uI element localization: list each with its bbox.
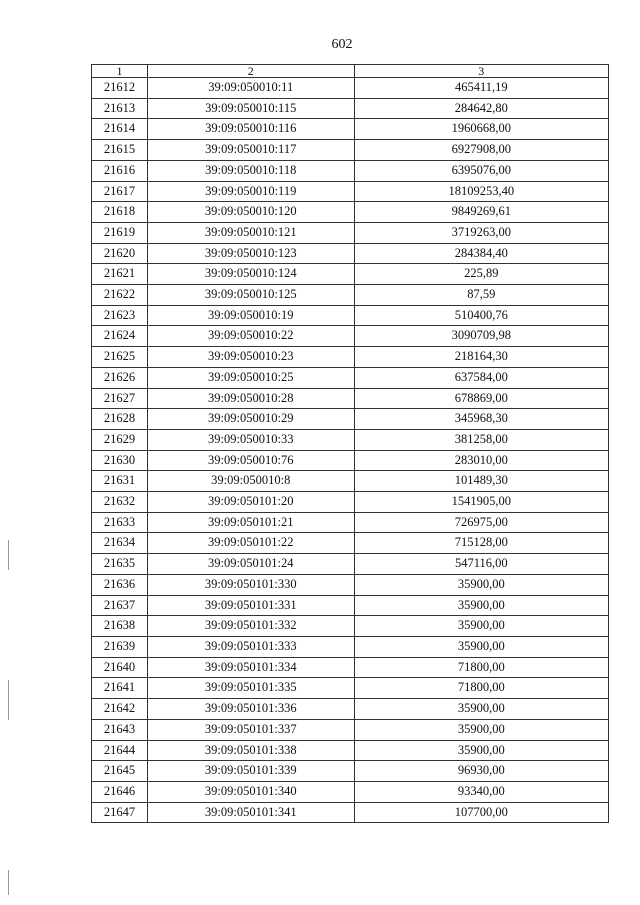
table-row (92, 781, 609, 802)
table-row (92, 657, 609, 678)
scan-margin-mark (8, 870, 9, 895)
table-row (92, 264, 609, 285)
row-number-cell: 21632 (92, 492, 148, 513)
cadastral-value-cell: 3719263,00 (354, 222, 608, 243)
row-number-cell: 21637 (92, 595, 148, 616)
cadastral-number-cell: 39:09:050010:8 (147, 471, 354, 492)
cadastral-number-cell: 39:09:050010:28 (147, 388, 354, 409)
cadastral-value-cell: 726975,00 (354, 512, 608, 533)
row-number-cell: 21646 (92, 781, 148, 802)
cadastral-value-cell: 101489,30 (354, 471, 608, 492)
row-number-cell: 21640 (92, 657, 148, 678)
table-row (92, 740, 609, 761)
cadastral-value-cell: 284642,80 (354, 98, 608, 119)
table-row (92, 450, 609, 471)
cadastral-value-cell: 1960668,00 (354, 119, 608, 140)
table-row (92, 595, 609, 616)
row-number-cell: 21621 (92, 264, 148, 285)
cadastral-number-cell: 39:09:050101:336 (147, 699, 354, 720)
cadastral-number-cell: 39:09:050010:19 (147, 305, 354, 326)
cadastral-number-cell: 39:09:050101:339 (147, 761, 354, 782)
cadastral-number-cell: 39:09:050101:335 (147, 678, 354, 699)
header-col-2: 2 (147, 65, 354, 78)
cadastral-number-cell: 39:09:050010:76 (147, 450, 354, 471)
table-row (92, 492, 609, 513)
cadastral-value-cell: 345968,30 (354, 409, 608, 430)
table-row (92, 222, 609, 243)
cadastral-number-cell: 39:09:050101:338 (147, 740, 354, 761)
cadastral-number-cell: 39:09:050101:24 (147, 554, 354, 575)
cadastral-number-cell: 39:09:050101:337 (147, 719, 354, 740)
row-number-cell: 21616 (92, 160, 148, 181)
cadastral-number-cell: 39:09:050010:121 (147, 222, 354, 243)
row-number-cell: 21638 (92, 616, 148, 637)
table-row (92, 367, 609, 388)
cadastral-value-cell: 284384,40 (354, 243, 608, 264)
table-row (92, 616, 609, 637)
cadastral-value-cell: 71800,00 (354, 678, 608, 699)
header-col-1: 1 (92, 65, 148, 78)
cadastral-value-cell: 18109253,40 (354, 181, 608, 202)
cadastral-number-cell: 39:09:050101:330 (147, 574, 354, 595)
cadastral-number-cell: 39:09:050101:331 (147, 595, 354, 616)
cadastral-value-cell: 9849269,61 (354, 202, 608, 223)
cadastral-value-cell: 381258,00 (354, 429, 608, 450)
cadastral-value-cell: 218164,30 (354, 347, 608, 368)
cadastral-number-cell: 39:09:050101:22 (147, 533, 354, 554)
cadastral-value-cell: 225,89 (354, 264, 608, 285)
cadastral-value-cell: 6395076,00 (354, 160, 608, 181)
cadastral-value-cell: 35900,00 (354, 636, 608, 657)
scan-margin-mark (8, 680, 9, 720)
table-row (92, 554, 609, 575)
table-row (92, 471, 609, 492)
row-number-cell: 21635 (92, 554, 148, 575)
row-number-cell: 21636 (92, 574, 148, 595)
cadastral-value-cell: 35900,00 (354, 740, 608, 761)
table-row (92, 719, 609, 740)
table-row (92, 78, 609, 99)
row-number-cell: 21619 (92, 222, 148, 243)
row-number-cell: 21612 (92, 78, 148, 99)
table-row (92, 636, 609, 657)
cadastral-value-cell: 35900,00 (354, 595, 608, 616)
cadastral-number-cell: 39:09:050101:334 (147, 657, 354, 678)
cadastral-number-cell: 39:09:050101:341 (147, 802, 354, 823)
row-number-cell: 21634 (92, 533, 148, 554)
cadastral-value-cell: 35900,00 (354, 574, 608, 595)
cadastral-number-cell: 39:09:050010:119 (147, 181, 354, 202)
cadastral-number-cell: 39:09:050101:340 (147, 781, 354, 802)
table-row (92, 140, 609, 161)
table-row (92, 802, 609, 823)
cadastral-value-table (91, 64, 609, 823)
cadastral-number-cell: 39:09:050101:21 (147, 512, 354, 533)
cadastral-value-cell: 71800,00 (354, 657, 608, 678)
table-row (92, 409, 609, 430)
table-row (92, 574, 609, 595)
cadastral-value-cell: 35900,00 (354, 616, 608, 637)
cadastral-number-cell: 39:09:050010:25 (147, 367, 354, 388)
cadastral-number-cell: 39:09:050010:22 (147, 326, 354, 347)
cadastral-number-cell: 39:09:050101:332 (147, 616, 354, 637)
page-number: 602 (331, 37, 353, 52)
row-number-cell: 21623 (92, 305, 148, 326)
cadastral-value-cell: 678869,00 (354, 388, 608, 409)
row-number-cell: 21626 (92, 367, 148, 388)
cadastral-number-cell: 39:09:050101:333 (147, 636, 354, 657)
table-row (92, 678, 609, 699)
cadastral-value-cell: 547116,00 (354, 554, 608, 575)
table-row (92, 326, 609, 347)
table-row (92, 98, 609, 119)
cadastral-number-cell: 39:09:050010:11 (147, 78, 354, 99)
cadastral-number-cell: 39:09:050101:20 (147, 492, 354, 513)
cadastral-value-cell: 715128,00 (354, 533, 608, 554)
table-row (92, 285, 609, 306)
table-row (92, 533, 609, 554)
row-number-cell: 21625 (92, 347, 148, 368)
row-number-cell: 21613 (92, 98, 148, 119)
cadastral-value-cell: 6927908,00 (354, 140, 608, 161)
row-number-cell: 21618 (92, 202, 148, 223)
row-number-cell: 21628 (92, 409, 148, 430)
row-number-cell: 21643 (92, 719, 148, 740)
cadastral-value-cell: 107700,00 (354, 802, 608, 823)
cadastral-number-cell: 39:09:050010:116 (147, 119, 354, 140)
table-row (92, 512, 609, 533)
cadastral-value-cell: 283010,00 (354, 450, 608, 471)
table-row (92, 305, 609, 326)
cadastral-value-cell: 35900,00 (354, 699, 608, 720)
header-col-3: 3 (354, 65, 608, 78)
cadastral-number-cell: 39:09:050010:124 (147, 264, 354, 285)
table-row (92, 429, 609, 450)
cadastral-number-cell: 39:09:050010:23 (147, 347, 354, 368)
row-number-cell: 21620 (92, 243, 148, 264)
row-number-cell: 21614 (92, 119, 148, 140)
row-number-cell: 21615 (92, 140, 148, 161)
row-number-cell: 21624 (92, 326, 148, 347)
table-row (92, 202, 609, 223)
table-header-row (92, 65, 609, 78)
row-number-cell: 21622 (92, 285, 148, 306)
cadastral-number-cell: 39:09:050010:120 (147, 202, 354, 223)
table-row (92, 347, 609, 368)
cadastral-value-cell: 637584,00 (354, 367, 608, 388)
cadastral-value-cell: 1541905,00 (354, 492, 608, 513)
cadastral-number-cell: 39:09:050010:125 (147, 285, 354, 306)
cadastral-value-cell: 3090709,98 (354, 326, 608, 347)
table-row (92, 160, 609, 181)
cadastral-number-cell: 39:09:050010:123 (147, 243, 354, 264)
cadastral-value-cell: 510400,76 (354, 305, 608, 326)
cadastral-value-cell: 465411,19 (354, 78, 608, 99)
row-number-cell: 21641 (92, 678, 148, 699)
cadastral-number-cell: 39:09:050010:115 (147, 98, 354, 119)
row-number-cell: 21647 (92, 802, 148, 823)
table-row (92, 699, 609, 720)
cadastral-number-cell: 39:09:050010:29 (147, 409, 354, 430)
row-number-cell: 21631 (92, 471, 148, 492)
table-row (92, 761, 609, 782)
table-row (92, 181, 609, 202)
row-number-cell: 21645 (92, 761, 148, 782)
row-number-cell: 21617 (92, 181, 148, 202)
table-row (92, 243, 609, 264)
row-number-cell: 21627 (92, 388, 148, 409)
cadastral-value-cell: 96930,00 (354, 761, 608, 782)
cadastral-value-cell: 93340,00 (354, 781, 608, 802)
cadastral-value-cell: 87,59 (354, 285, 608, 306)
cadastral-number-cell: 39:09:050010:33 (147, 429, 354, 450)
row-number-cell: 21629 (92, 429, 148, 450)
cadastral-value-cell: 35900,00 (354, 719, 608, 740)
row-number-cell: 21644 (92, 740, 148, 761)
row-number-cell: 21642 (92, 699, 148, 720)
cadastral-number-cell: 39:09:050010:118 (147, 160, 354, 181)
row-number-cell: 21639 (92, 636, 148, 657)
row-number-cell: 21630 (92, 450, 148, 471)
scan-margin-mark (8, 540, 9, 570)
cadastral-number-cell: 39:09:050010:117 (147, 140, 354, 161)
table-row (92, 119, 609, 140)
table-row (92, 388, 609, 409)
row-number-cell: 21633 (92, 512, 148, 533)
